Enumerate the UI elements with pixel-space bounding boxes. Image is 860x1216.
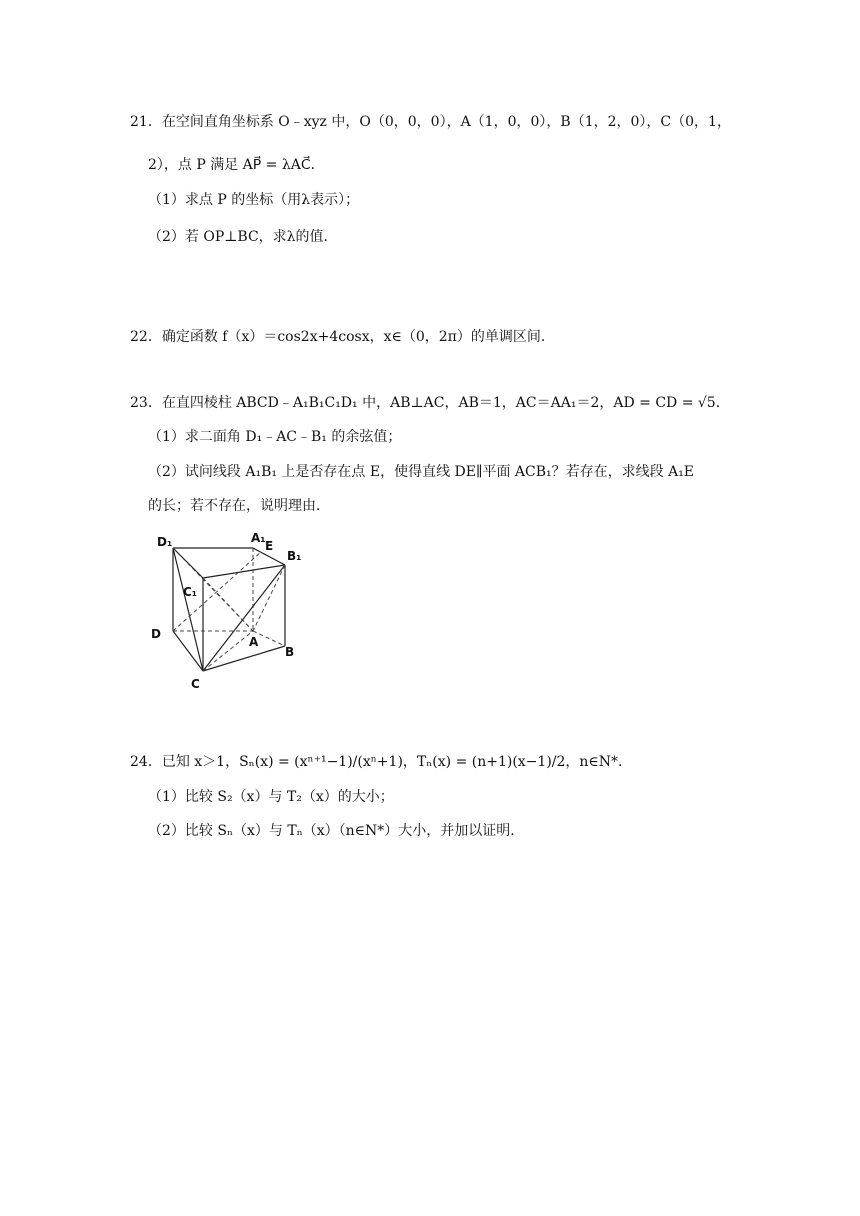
label-B: B <box>285 645 295 659</box>
edge-C1-B1 <box>203 565 285 578</box>
label-C: C <box>191 677 200 691</box>
prism-diagram <box>145 528 305 693</box>
edge-D1-C <box>173 548 203 671</box>
q23-part2-cont: 的长；若不存在，说明理由． <box>148 498 330 514</box>
q21-part1: （1）求点 P 的坐标（用λ表示）； <box>148 192 360 208</box>
edge-B1-A <box>253 565 285 631</box>
q24-line1: 24．已知 x＞1，Sₙ(x) = (xⁿ⁺¹−1)/(xⁿ+1)，Tₙ(x) = (n+1)(x−1)/2，n∈N*． <box>130 754 633 770</box>
edge-C-B <box>203 646 285 671</box>
label-E: E <box>265 539 274 553</box>
edge-C-B1 <box>203 565 285 671</box>
q24-part1: （1）比较 S₂（x）与 T₂（x）的大小； <box>148 789 394 805</box>
label-A1: A₁ <box>251 531 266 545</box>
label-D1: D₁ <box>157 535 173 549</box>
q21-line1: 21．在空间直角坐标系 O﹣xyz 中，O（0，0，0），A（1，0，0），B（1，2，0），C（0，1， <box>130 114 731 130</box>
label-A: A <box>249 635 259 649</box>
q21-line2: 2），点 P 满足 AP⃗ = λAC⃗． <box>148 157 325 173</box>
label-C1: C₁ <box>183 585 198 599</box>
edge-C-A <box>203 631 253 671</box>
label-B1: B₁ <box>287 549 302 563</box>
label-D: D <box>151 627 161 641</box>
q23-line1: 23．在直四棱柱 ABCD﹣A₁B₁C₁D₁ 中，AB⊥AC，AB＝1，AC＝AA₁＝2，AD = CD = √5． <box>130 395 730 411</box>
q23-part2: （2）试问线段 A₁B₁ 上是否存在点 E，使得直线 DE∥平面 ACB₁？若存在，求线段 A₁E <box>148 464 695 480</box>
q22-line1: 22．确定函数 f（x）＝cos2x+4cosx，x∈（0，2π）的单调区间． <box>130 329 555 345</box>
prism-figure <box>145 528 305 693</box>
edge-C1-A <box>203 578 253 631</box>
q21-part2: （2）若 OP⊥BC，求λ的值． <box>148 229 338 245</box>
q24-part2: （2）比较 Sₙ（x）与 Tₙ（x）（n∈N*）大小，并加以证明． <box>148 823 525 839</box>
q23-part1: （1）求二面角 D₁﹣AC﹣B₁ 的余弦值； <box>148 429 402 445</box>
